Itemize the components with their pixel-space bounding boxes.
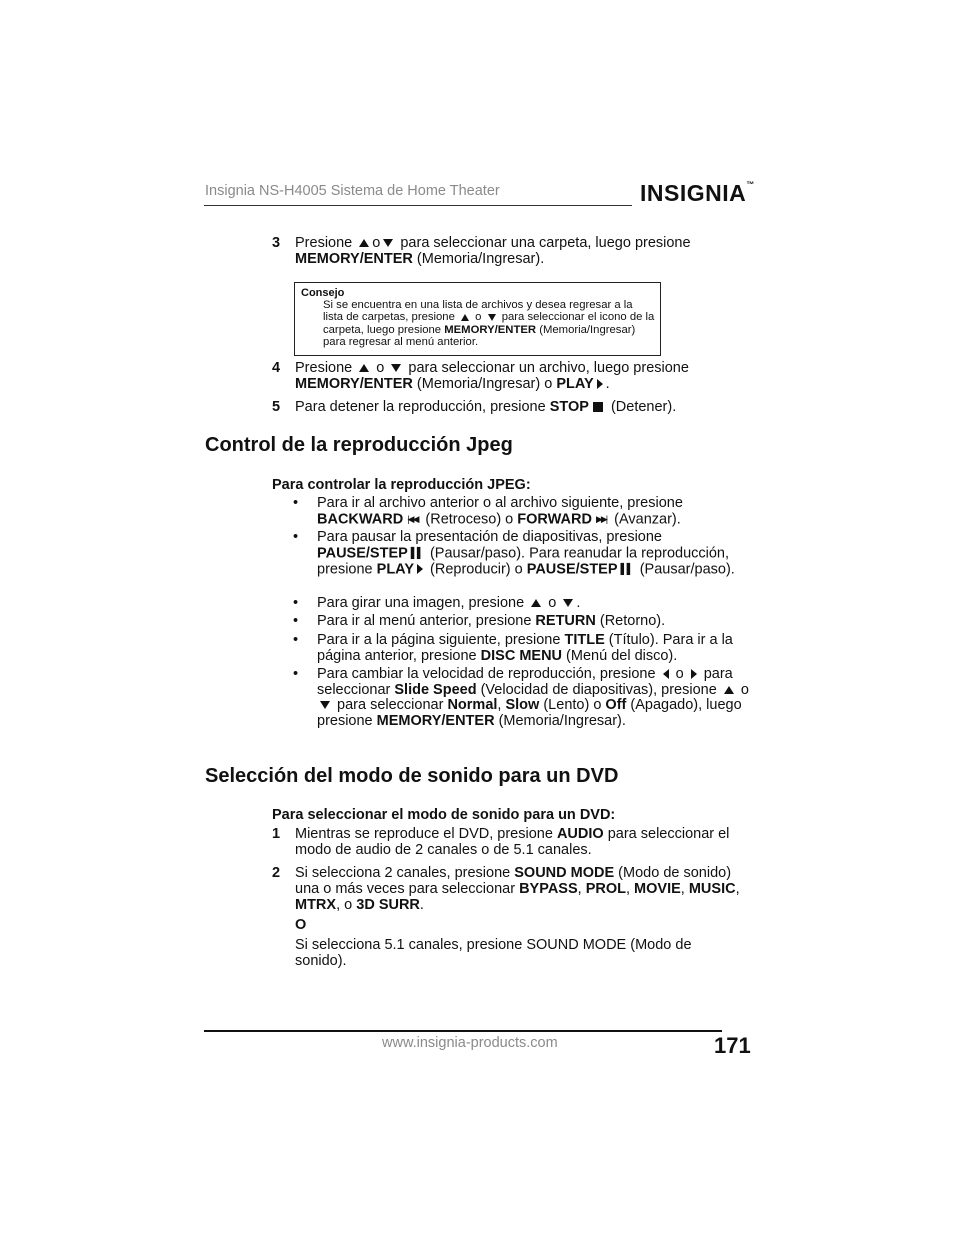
- step-text: Mientras se reproduce el DVD, presione AUDIO para seleccionar el modo de audio de 2 canales o de 5.1 canales.: [295, 826, 730, 858]
- step-4: [272, 360, 752, 392]
- pause-icon: ▌▌: [410, 547, 423, 559]
- list-item: • Para ir al archivo anterior o al archivo siguiente, presione BACKWARD |◀◀ (Retroceso) o FORWARD ▶▶| (Avanzar).: [293, 495, 683, 528]
- step-text: Presione o para seleccionar un archivo, luego presione MEMORY/ENTER (Memoria/Ingresar) o PLAY .: [295, 360, 689, 392]
- list-item: • Para ir al menú anterior, presione RETURN (Retorno).: [293, 613, 666, 629]
- logo-text: INSIGNIA: [640, 180, 747, 206]
- tip-box: [294, 282, 661, 356]
- up-arrow-icon: [531, 599, 541, 607]
- tip-text: Si se encuentra en una lista de archivos y desea regresar a la lista de carpetas, presione o para seleccionar el icono de la carpeta, luego presione MEMORY/ENTER (Memoria/Ingresar) para regresar al menú anterior.: [323, 299, 655, 348]
- pause-icon: ▌▌: [620, 563, 633, 575]
- skip-forward-icon: ▶▶|: [595, 513, 607, 524]
- or-label: O: [295, 917, 307, 933]
- step-number: 3: [272, 235, 281, 251]
- down-arrow-icon: [391, 364, 401, 372]
- step-1: [272, 826, 752, 858]
- step-3: [272, 235, 752, 267]
- bullet-marker: •: [293, 595, 299, 611]
- down-arrow-icon: [563, 599, 573, 607]
- step-number: 1: [272, 826, 281, 842]
- up-arrow-icon: [359, 364, 369, 372]
- header-divider: [204, 205, 632, 206]
- tip-title: Consejo: [301, 287, 345, 299]
- up-arrow-icon: [359, 239, 369, 247]
- footer-divider: [204, 1030, 722, 1032]
- down-arrow-icon: [488, 314, 496, 321]
- list-item: • Para cambiar la velocidad de reproducción, presione o para seleccionar Slide Speed (Velocidad de diapositivas), presione o para seleccionar Normal, Slow (Lento) o Off (Apagado), luego presione MEMORY/ENTER (Memoria/Ingresar).: [293, 666, 749, 729]
- list-item: • Para pausar la presentación de diapositivas, presione PAUSE/STEP ▌▌ (Pausar/paso). Para reanudar la reproducción, presione PLAY (Reproducir) o PAUSE/STEP ▌▌ (Pausar/paso).: [293, 529, 735, 578]
- page-number: 171: [714, 1033, 751, 1058]
- bullet-marker: •: [293, 529, 299, 545]
- play-icon: [417, 564, 423, 574]
- list-item: • Para girar una imagen, presione o .: [293, 595, 581, 611]
- section-heading-jpeg: Control de la reproducción Jpeg: [205, 434, 513, 456]
- subheading-jpeg: Para controlar la reproducción JPEG:: [272, 477, 531, 493]
- footer-url: www.insignia-products.com: [382, 1035, 558, 1051]
- section-heading-sound: Selección del modo de sonido para un DVD: [205, 765, 619, 787]
- step-text: Presione o para seleccionar una carpeta, luego presione MEMORY/ENTER (Memoria/Ingresar).: [295, 235, 691, 267]
- bullet-marker: •: [293, 495, 299, 511]
- skip-back-icon: |◀◀: [407, 513, 418, 524]
- insignia-logo: [640, 180, 755, 207]
- bullet-marker: •: [293, 632, 299, 648]
- step-5: [272, 399, 752, 415]
- play-icon: [597, 379, 603, 389]
- header-title: Insignia NS-H4005 Sistema de Home Theater: [205, 183, 500, 199]
- logo-trademark: ™: [746, 180, 755, 189]
- up-arrow-icon: [461, 314, 469, 321]
- step-number: 2: [272, 865, 281, 881]
- bullet-marker: •: [293, 613, 299, 629]
- down-arrow-icon: [383, 239, 393, 247]
- up-arrow-icon: [724, 686, 734, 694]
- list-item: • Para ir a la página siguiente, presione TITLE (Título). Para ir a la página anterior, presione DISC MENU (Menú del disco).: [293, 632, 733, 664]
- step-number: 5: [272, 399, 281, 415]
- down-arrow-icon: [320, 701, 330, 709]
- step-2-alternative: Si selecciona 5.1 canales, presione SOUND MODE (Modo de sonido).: [295, 937, 692, 969]
- bullet-marker: •: [293, 666, 299, 682]
- stop-icon: [593, 402, 603, 412]
- step-2: [272, 865, 752, 913]
- step-text: Si selecciona 2 canales, presione SOUND MODE (Modo de sonido) una o más veces para seleccionar BYPASS, PROL, MOVIE, MUSIC, MTRX, o 3D SURR.: [295, 865, 740, 913]
- subheading-sound: Para seleccionar el modo de sonido para un DVD:: [272, 807, 616, 823]
- right-arrow-icon: [691, 669, 697, 679]
- step-number: 4: [272, 360, 281, 376]
- step-text: Para detener la reproducción, presione STOP (Detener).: [295, 399, 677, 415]
- left-arrow-icon: [663, 669, 669, 679]
